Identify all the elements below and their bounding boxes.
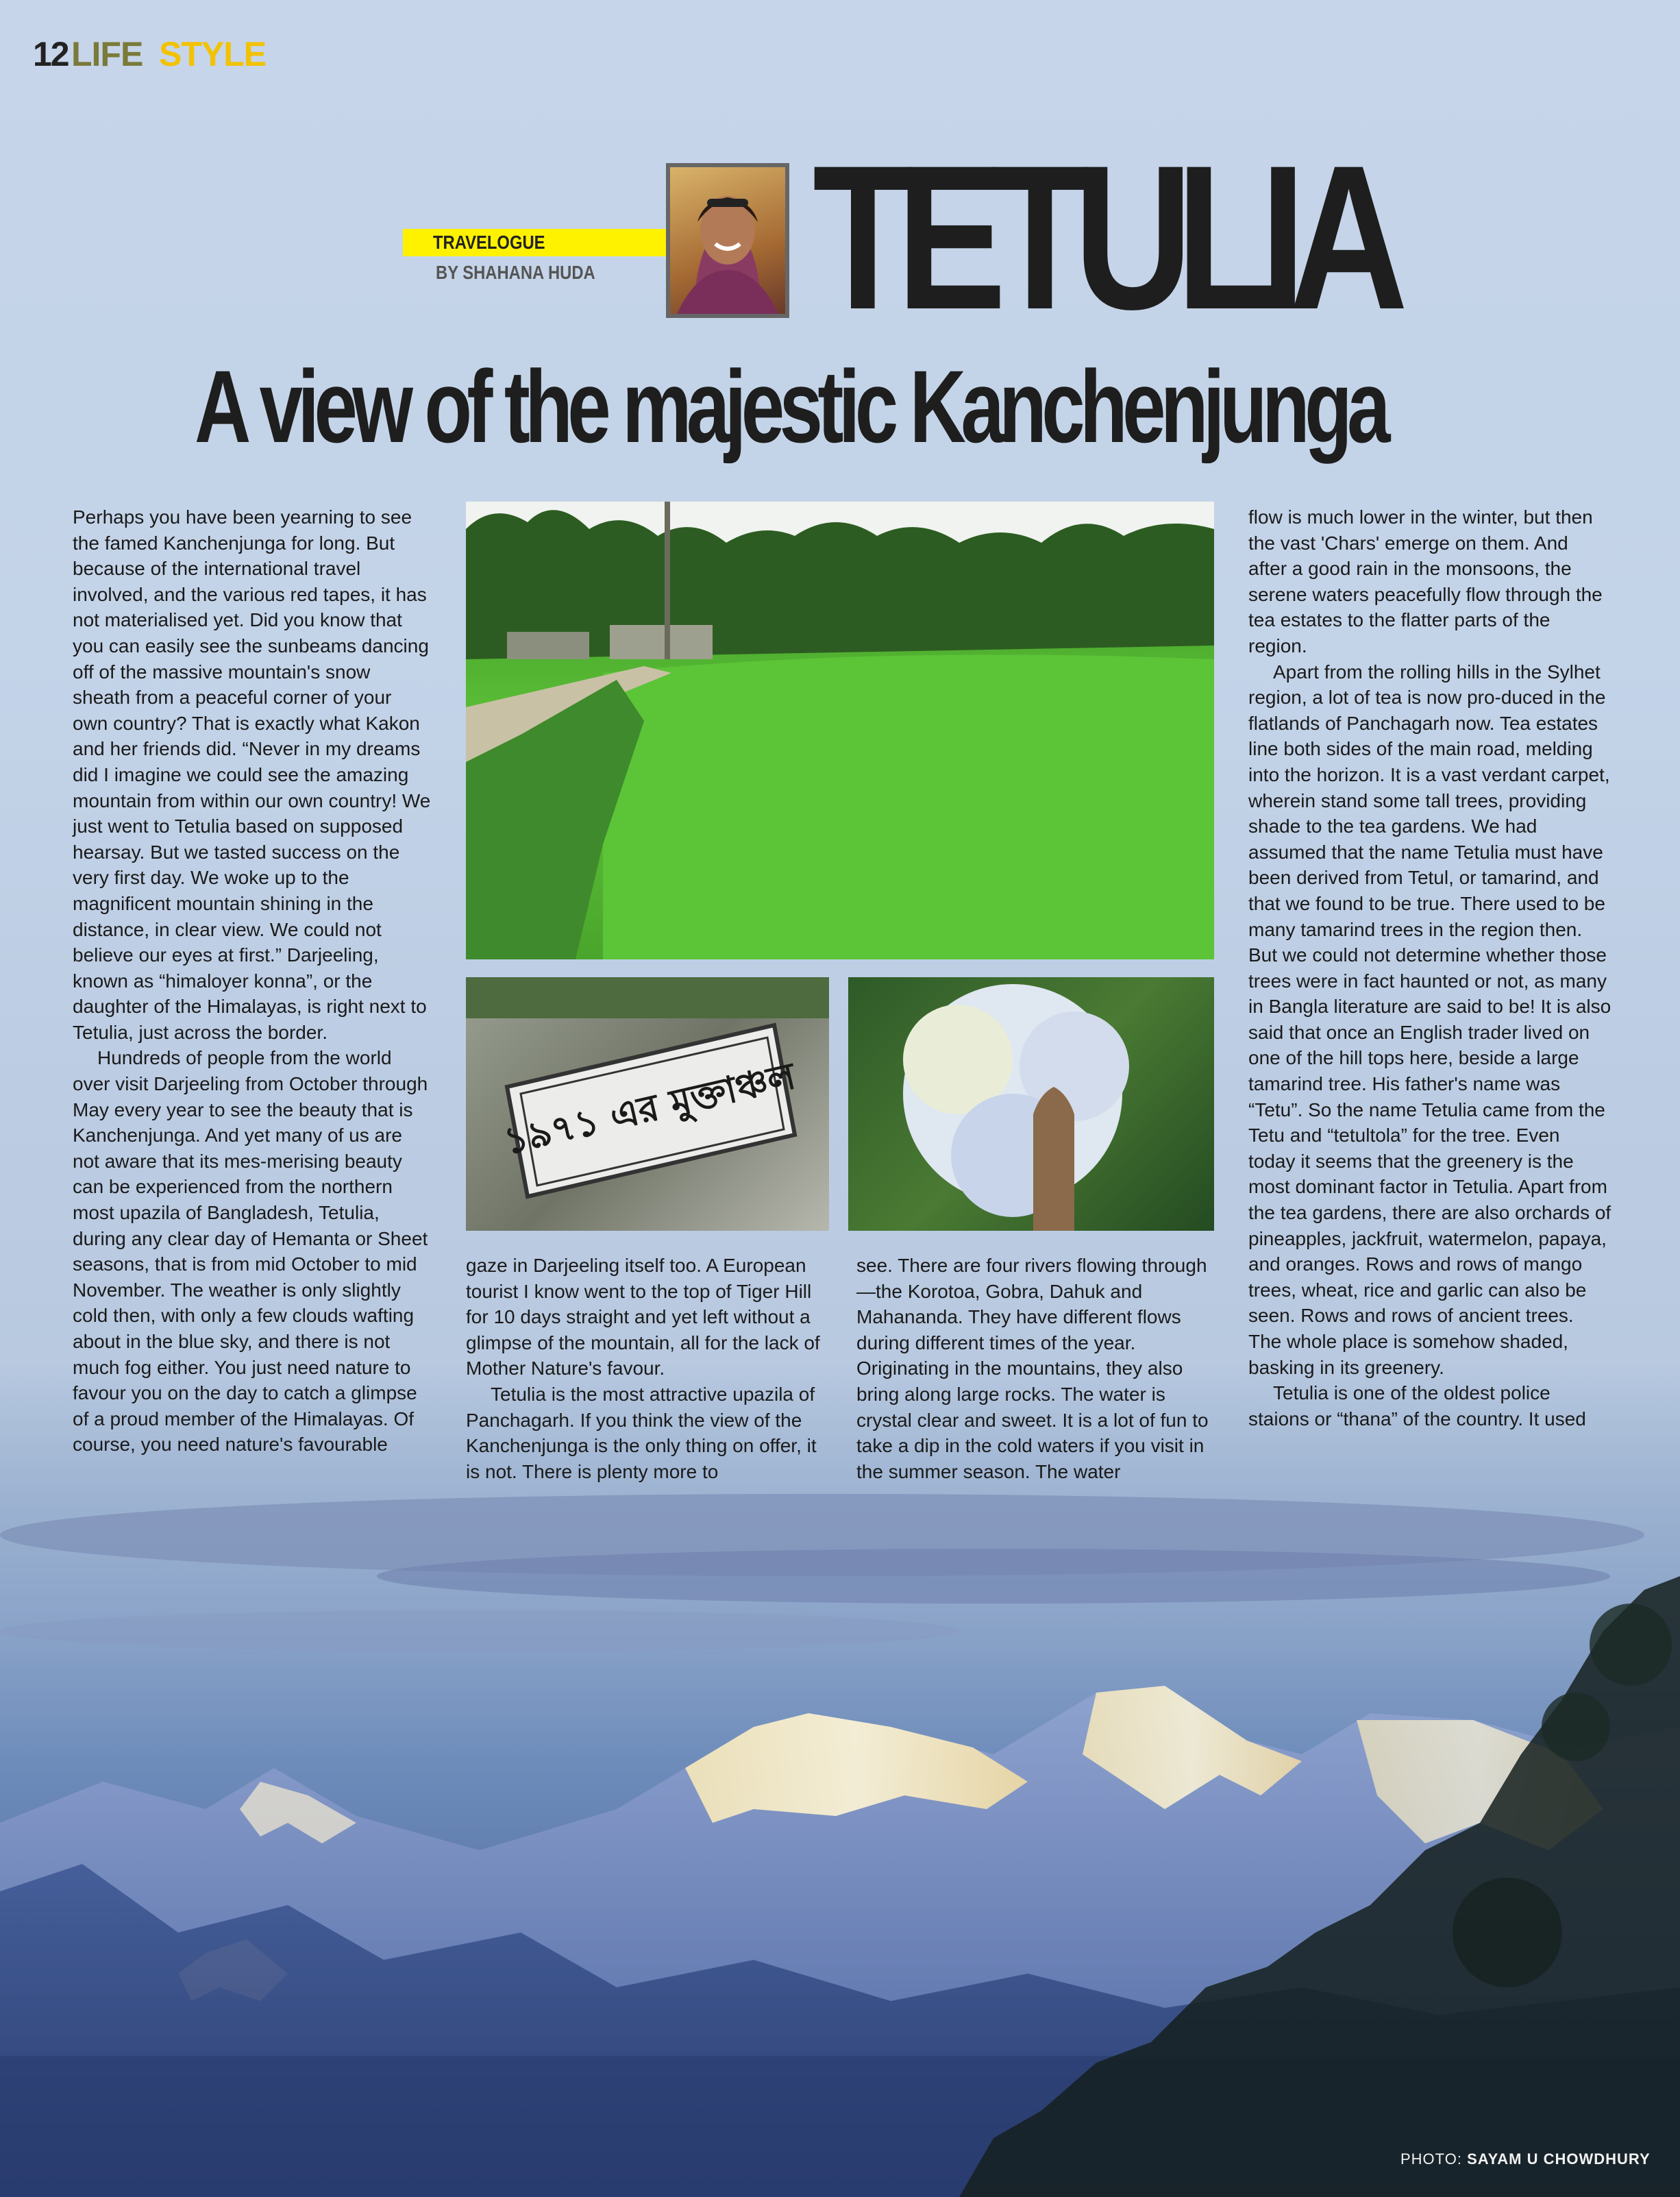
house: [507, 632, 589, 659]
article-title: TETULIA: [813, 122, 1392, 352]
hydrangea-photo: [848, 977, 1214, 1231]
text-column-1: [73, 504, 432, 1458]
paragraph: see. There are four rivers flowing through—the Korotoa, Gobra, Dahuk and Mahananda. They have different flows during different times of the year. Originating in the mountains, they also bring along large rocks. The water is crystal clear and sweet. It is a lot of fun to take a dip in the cold waters if you visit in the summer season. The water: [856, 1255, 1209, 1482]
muktanchal-sign-photo: [466, 977, 829, 1231]
author-portrait: [666, 163, 789, 318]
cloud-band: [0, 1610, 959, 1652]
page-number: 12: [33, 35, 69, 73]
sign-text: ১৯৭১ এর মুক্তাঞ্চল: [499, 1054, 800, 1164]
photo-credit-label: PHOTO:: [1400, 2150, 1462, 2168]
tree-foliage: [1453, 1878, 1562, 1987]
tree-foliage: [1542, 1693, 1610, 1761]
rice-field: [603, 654, 1214, 959]
utility-pole: [665, 502, 670, 659]
wooden-post: [1033, 1087, 1074, 1231]
foliage: [466, 977, 829, 1018]
portrait-shoulders: [677, 270, 778, 314]
paragraph: Perhaps you have been yearning to see the famed Kanchenjunga for long. But because of the international travel involved, and the various red tapes, it has not materialised yet. Did you know that you can easily see the sunbeams dancing off of the massive mountain's snow sheath from a peaceful corner of your own country? That is exactly what Kakon and her friends did. “Never in my dreams did I imagine we could see the amazing mountain from within our own country! We just went to Tetulia based on supposed hearsay. But we tasted success on the very first day. We woke up to the magnificent mountain shining in the distance, in clear view. We could not believe our eyes at first.” Darjeeling, known as “himaloyer konna”, or the daughter of the Himalayas, is right next to Tetulia, just across the border.: [73, 506, 431, 1043]
section-name-life: LIFE: [71, 35, 143, 73]
paragraph: Apart from the rolling hills in the Sylhet region, a lot of tea is now pro-duced in the flatlands of Panchagarh now. Tea estates line both sides of the main road, melding into the horizon. It is a vast verdant carpet, wherein stand some tall trees, providing shade to the tea gardens. We had assumed that the name Tetulia must have been derived from Tetul, or tamarind, and that we found to be true. There used to be many tamarind trees in the region then. But we could not determine whether those trees were in fact haunted or not, as many in Bangla literature are said to be! It is also said that once an English trader lived on one of the hill tops here, beside a large tamarind tree. His father's name was “Tetu”. So the name Tetulia came from the Tetu and “tetultola” for the tree. Even today it seems that the greenery is the most dominant factor in Tetulia. Apart from the tea gardens, there are also orchards of pineapples, jackfruit, watermelon, papaya, and oranges. Rows and rows of mango trees, wheat, rice and garlic can also be seen. Rows and rows of ancient trees. The whole place is somehow shaded, basking in its greenery.: [1248, 661, 1611, 1378]
paragraph: flow is much lower in the winter, but then the vast 'Chars' emerge on them. And after a good rain in the monsoons, the serene waters peacefully flow through the tea estates to the flatter parts of the region.: [1248, 506, 1603, 656]
paragraph: Tetulia is the most attractive upazila of Panchagarh. If you think the view of the Kanchenjunga is the only thing on offer, it is not. There is plenty more to: [466, 1383, 817, 1482]
travelogue-label: TRAVELOGUE: [433, 232, 545, 253]
cloud-band: [377, 1549, 1610, 1604]
paragraph: gaze in Darjeeling itself too. A European tourist I know went to the top of Tiger Hill for 10 days straight and yet left without a glimpse of the mountain, all for the lack of Mother Nature's favour.: [466, 1255, 820, 1379]
snow-peak: [685, 1713, 1028, 1823]
article-subtitle: A view of the majestic Kanchenjunga: [195, 349, 1385, 464]
paragraph: Hundreds of people from the world over visit Darjeeling from October through May every year to see the beauty that is Kanchenjunga. And yet many of us are not aware that its mes-merising beauty can be experienced from the northern most upazila of Bangladesh, Tetulia, during any clear day of Hemanta or Sheet seasons, that is from mid October to mid November. The weather is only slightly cold then, with only a few clouds wafting about in the blue sky, and there is not much fog either. You just need nature to favour you on the day to catch a glimpse of a proud member of the Himalayas. Of course, you need nature's favourable: [73, 1047, 428, 1456]
paddy-field-photo: [466, 502, 1214, 959]
tree-foliage: [1590, 1604, 1672, 1686]
paragraph: Tetulia is one of the oldest police staions or “thana” of the country. It used: [1248, 1382, 1586, 1429]
house: [610, 625, 713, 659]
text-column-4: [1248, 504, 1611, 1432]
photo-credit-name: SAYAM U CHOWDHURY: [1467, 2150, 1651, 2168]
section-name-style: STYLE: [159, 35, 267, 73]
text-column-3: [856, 1253, 1213, 1484]
author-byline: BY SHAHANA HUDA: [436, 262, 595, 283]
portrait-sunglasses: [707, 199, 748, 207]
photo-credit: [1400, 2150, 1651, 2168]
text-column-2: [466, 1253, 822, 1484]
